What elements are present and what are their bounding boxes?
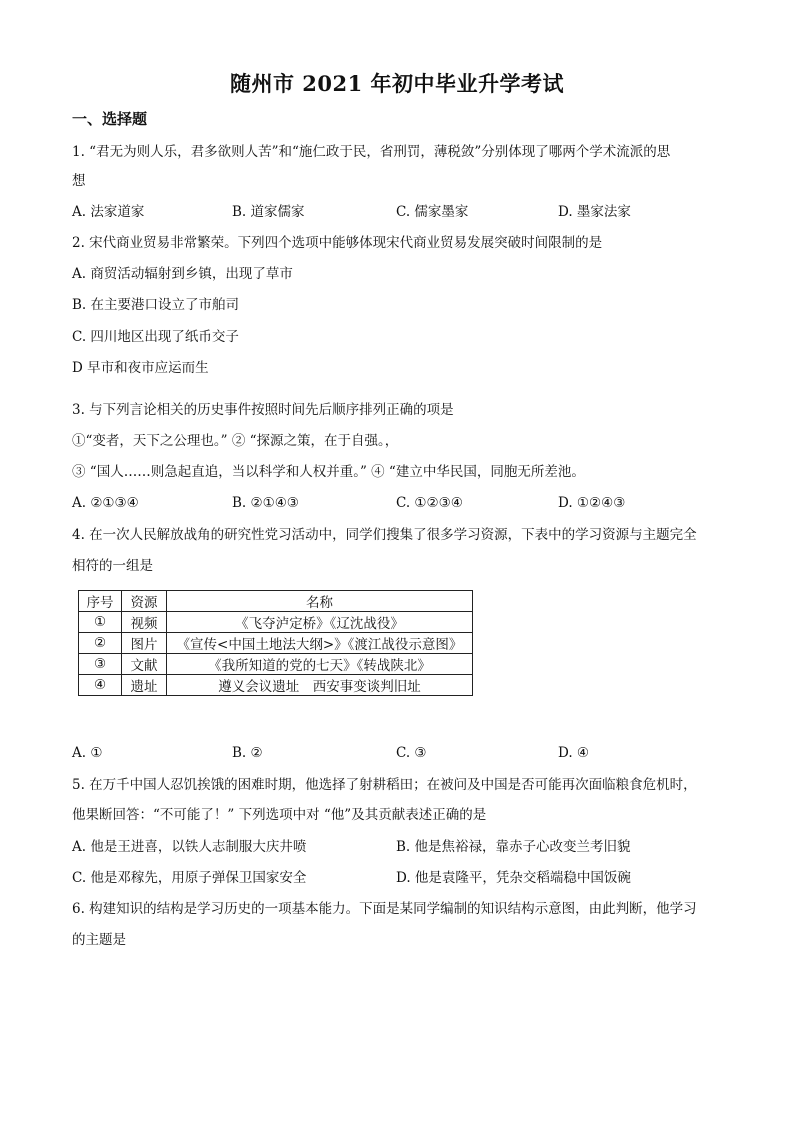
question-5-option-b[interactable]: B. 他是焦裕禄，靠赤子心改变兰考旧貌 <box>396 839 631 855</box>
question-1-option-b[interactable]: B. 道家儒家 <box>232 204 305 220</box>
table-cell-number: ④ <box>79 675 122 696</box>
question-2-stem: 2. 宋代商业贸易非常繁荣。下列四个选项中能够体现宋代商业贸易发展突破时间限制的是 <box>72 235 603 251</box>
question-4-option-a[interactable]: A. ① <box>72 745 103 761</box>
table-header-name: 名称 <box>167 591 473 612</box>
question-2-option-c[interactable]: C. 四川地区出现了纸币交子 <box>72 329 239 345</box>
question-5-line-2: 他果断回答：“不可能了！” 下列选项中对 “他”及其贡献表述正确的是 <box>72 807 487 823</box>
question-4-options <box>72 744 722 762</box>
question-4-option-c[interactable]: C. ③ <box>396 745 427 761</box>
question-3-option-d[interactable]: D. ①②④③ <box>558 495 626 511</box>
table-header-number: 序号 <box>79 591 122 612</box>
table-cell-name: 《宣传<中国土地法大纲>》《渡江战役示意图》 <box>167 633 473 654</box>
table-cell-resource: 视频 <box>122 612 167 633</box>
table-cell-number: ③ <box>79 654 122 675</box>
question-5-options-row-2 <box>72 869 722 887</box>
table-cell-number: ② <box>79 633 122 654</box>
question-3-options <box>72 494 722 512</box>
question-3-option-a[interactable]: A. ②①③④ <box>72 495 139 511</box>
table-row <box>79 612 473 633</box>
question-4-option-b[interactable]: B. ② <box>232 745 263 761</box>
question-1-option-d[interactable]: D. 墨家法家 <box>558 204 631 220</box>
question-6-line-1: 6. 构建知识的结构是学习历史的一项基本能力。下面是某同学编制的知识结构示意图，由此判断，他学习 <box>72 901 697 917</box>
resource-table <box>78 590 473 696</box>
table-header-resource: 资源 <box>122 591 167 612</box>
question-1-option-a[interactable]: A. 法家道家 <box>72 204 145 220</box>
question-5-option-d[interactable]: D. 他是袁隆平，凭杂交稻端稳中国饭碗 <box>396 870 631 886</box>
question-3-quote-line-1: ①“变者，天下之公理也。” ② “探源之策，在于自强。， <box>72 433 399 449</box>
question-2-option-b[interactable]: B. 在主要港口设立了市舶司 <box>72 297 240 313</box>
question-4-option-d[interactable]: D. ④ <box>558 745 590 761</box>
question-5-line-1: 5. 在万千中国人忍饥挨饿的困难时期，他选择了射耕稻田；在被问及中国是否可能再次面临粮食危机时， <box>72 777 697 793</box>
table-row <box>79 675 473 696</box>
question-3-option-b[interactable]: B. ②①④③ <box>232 495 299 511</box>
question-1-line-1: 1. “君无为则人乐，君多欲则人苦”和“施仁政于民，省刑罚，薄税敛”分别体现了哪两个学术流派的思 <box>72 144 671 160</box>
question-3-stem: 3. 与下列言论相关的历史事件按照时间先后顺序排列正确的项是 <box>72 402 454 418</box>
question-1-option-c[interactable]: C. 儒家墨家 <box>396 204 469 220</box>
table-header-row <box>79 591 473 612</box>
question-2-option-a[interactable]: A. 商贸活动辐射到乡镇，出现了草市 <box>72 266 293 282</box>
question-1-options <box>72 203 722 221</box>
question-3-quote-line-2: ③ “国人……则急起直追，当以科学和人权并重。” ④ “建立中华民国，同胞无所差池。 <box>72 464 585 480</box>
question-4-line-1: 4. 在一次人民解放战角的研究性党习活动中，同学们搜集了很多学习资源，下表中的学习资源与主题完全 <box>72 527 697 543</box>
question-5-option-a[interactable]: A. 他是王进喜，以铁人志制服大庆井喷 <box>72 839 307 855</box>
question-5-options-row-1 <box>72 838 722 856</box>
question-3-option-c[interactable]: C. ①②③④ <box>396 495 463 511</box>
question-1-line-2: 想 <box>72 173 86 189</box>
table-cell-number: ① <box>79 612 122 633</box>
table-cell-name: 《我所知道的党的七天》《转战陕北》 <box>167 654 473 675</box>
question-2-option-d[interactable]: D 早市和夜市应运而生 <box>72 360 209 376</box>
table-cell-resource: 遗址 <box>122 675 167 696</box>
table-cell-resource: 文献 <box>122 654 167 675</box>
table-row <box>79 654 473 675</box>
table-cell-name: 《飞夺泸定桥》《辽沈战役》 <box>167 612 473 633</box>
exam-title: 随州市 2021 年初中毕业升学考试 <box>229 71 565 96</box>
question-4-line-2: 相符的一组是 <box>72 558 153 574</box>
table-cell-resource: 图片 <box>122 633 167 654</box>
table-cell-name: 遵义会议遗址 西安事变谈判旧址 <box>167 675 473 696</box>
question-5-option-c[interactable]: C. 他是邓稼先，用原子弹保卫国家安全 <box>72 870 307 886</box>
question-6-line-2: 的主题是 <box>72 932 126 948</box>
section-heading: 一、选择题 <box>72 110 148 128</box>
table-row <box>79 633 473 654</box>
